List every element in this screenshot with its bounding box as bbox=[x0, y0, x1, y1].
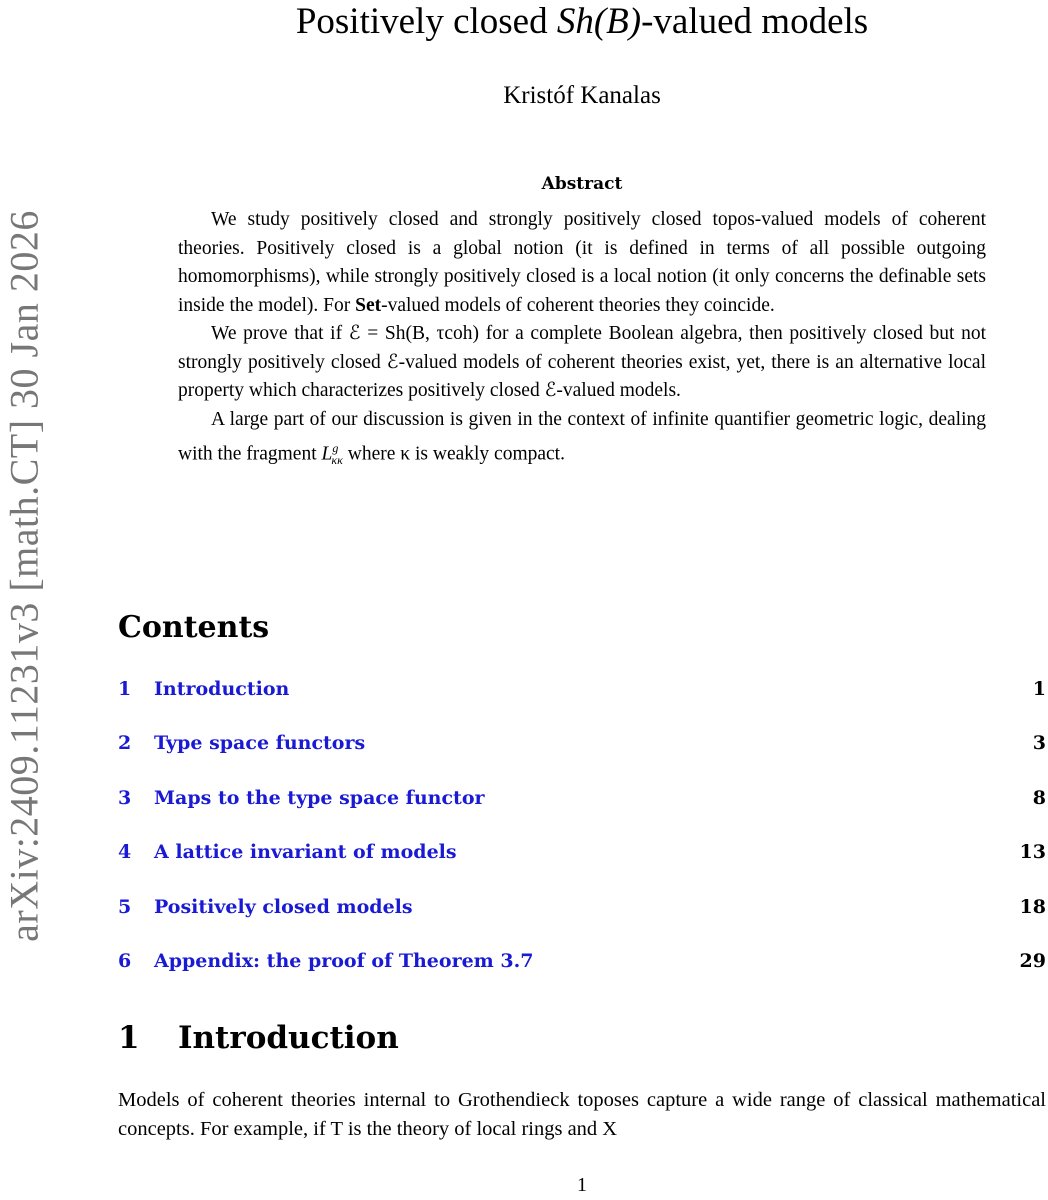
title-math: Sh(B) bbox=[556, 1, 642, 42]
section-title: Introduction bbox=[178, 1020, 399, 1056]
intro-paragraph: Models of coherent theories internal to Grothendieck toposes capture a wide range of classical mathematical concepts. For example, if T is the theory of local rings and X bbox=[118, 1089, 1046, 1140]
abstract-body bbox=[178, 206, 986, 475]
toc-entry[interactable] bbox=[118, 674, 1046, 728]
toc-entry-number[interactable]: 2 bbox=[118, 732, 132, 755]
section-number: 1 bbox=[118, 1020, 140, 1056]
toc-entry-number[interactable]: 5 bbox=[118, 895, 132, 918]
toc-entry-number[interactable]: 1 bbox=[118, 678, 132, 700]
toc-entry-link[interactable]: Appendix: the proof of Theorem 3.7 bbox=[154, 949, 534, 972]
toc-entry-page: 18 bbox=[1019, 895, 1046, 918]
toc-entry[interactable] bbox=[118, 892, 1046, 946]
toc-entry-number[interactable]: 6 bbox=[118, 949, 132, 972]
table-of-contents bbox=[118, 674, 1046, 1000]
contents-heading: Contents bbox=[118, 610, 270, 645]
author-name: Kristóf Kanalas bbox=[503, 82, 661, 109]
toc-entry-page: 3 bbox=[1032, 732, 1046, 755]
title-after: -valued models bbox=[641, 1, 869, 42]
toc-entry-link[interactable]: Introduction bbox=[154, 678, 290, 700]
toc-entry-page: 8 bbox=[1032, 786, 1046, 809]
abstract-paragraph-3: A large part of our discussion is given in the context of infinite quantifier geometric logic, dealing with the fragment $L^g_{\kappa\kappa}$ where κ is weakly compact. bbox=[178, 408, 986, 468]
toc-entry-link[interactable]: Maps to the type space functor bbox=[154, 786, 485, 809]
arxiv-stamp: arXiv:2409.11231v3 [math.CT] 30 Jan 2026 bbox=[1, 210, 47, 942]
page-number: 1 bbox=[577, 1174, 587, 1196]
toc-entry-link[interactable]: Type space functors bbox=[154, 732, 366, 755]
toc-entry-number[interactable]: 3 bbox=[118, 786, 132, 809]
abstract-heading: Abstract bbox=[541, 174, 623, 194]
section-heading bbox=[118, 1020, 399, 1056]
toc-entry-page: 13 bbox=[1019, 841, 1046, 864]
paper-title bbox=[120, 0, 1044, 44]
toc-entry[interactable] bbox=[118, 728, 1046, 782]
abstract-paragraph-2: We prove that if ℰ = Sh(B, τcoh) for a complete Boolean algebra, then positively closed but not strongly positively closed ℰ-valued models of coherent theories exist, yet, there is an alternative local property which characterizes positively closed ℰ-valued models. bbox=[178, 323, 986, 401]
toc-entry-link[interactable]: A lattice invariant of models bbox=[154, 841, 457, 864]
toc-entry[interactable] bbox=[118, 946, 1046, 1000]
abstract-paragraph-1: We study positively closed and strongly positively closed topos-valued models of coherent theories. Positively closed is a global notion (it is defined in terms of all possible outgoing homomorphisms), while strongly positively closed is a local notion (it only concerns the definable sets inside the model). For Set-valued models of coherent theories they coincide. bbox=[178, 209, 986, 316]
toc-entry[interactable] bbox=[118, 783, 1046, 837]
introduction-text bbox=[118, 1086, 1046, 1143]
toc-entry-number[interactable]: 4 bbox=[118, 841, 132, 864]
title-before: Positively closed bbox=[295, 1, 557, 42]
toc-entry[interactable] bbox=[118, 837, 1046, 891]
toc-entry-page: 1 bbox=[1032, 678, 1046, 700]
toc-entry-page: 29 bbox=[1019, 949, 1046, 972]
toc-entry-link[interactable]: Positively closed models bbox=[154, 895, 413, 918]
